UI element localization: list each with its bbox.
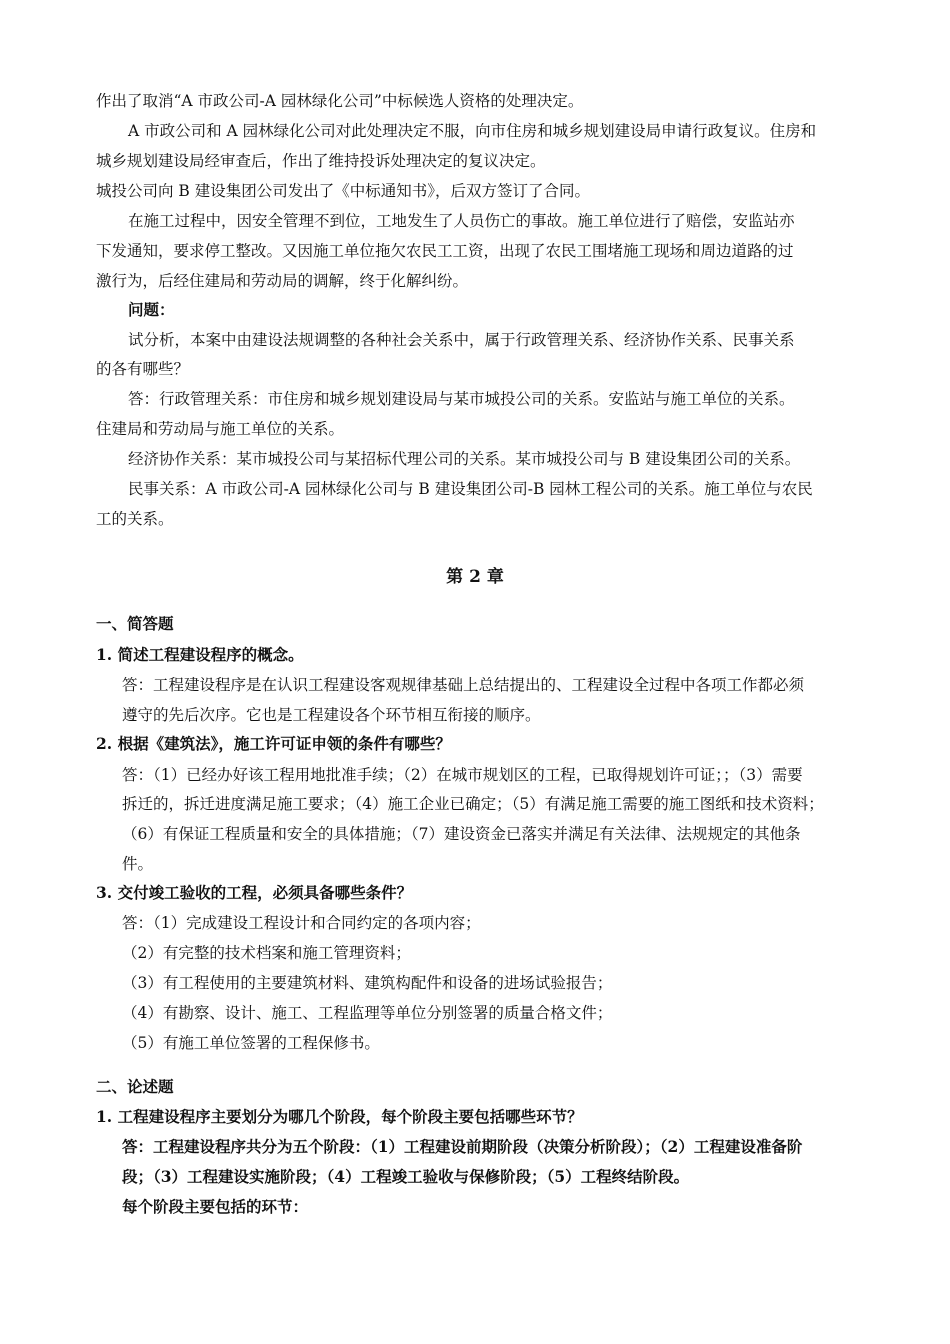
s2-q1-answer-line-1: 答：工程建设程序共分为五个阶段：（1）工程建设前期阶段（决策分析阶段）；（2）工程建设准备阶 bbox=[122, 1137, 803, 1156]
s1-q1-answer-line-1: 答：工程建设程序是在认识工程建设客观规律基础上总结提出的、工程建设全过程中各项工作都必须 bbox=[122, 676, 805, 694]
section-2-heading: 二、论述题 bbox=[96, 1077, 174, 1096]
s1-q2-answer-line-4: 件。 bbox=[122, 855, 154, 873]
s1-q2-title: 2. 根据《建筑法》，施工许可证申领的条件有哪些？ bbox=[96, 734, 451, 753]
s1-q3-answer-line-5: （5）有施工单位签署的工程保修书。 bbox=[122, 1034, 380, 1052]
s1-q1-title: 1. 简述工程建设程序的概念。 bbox=[96, 645, 304, 664]
question-line-2: 的各有哪些？ bbox=[96, 360, 190, 378]
s1-q3-answer-line-4: （4）有勘察、设计、施工、工程监理等单位分别签署的质量合格文件； bbox=[122, 1004, 613, 1022]
case-paragraph-4-line-3: 激行为，后经住建局和劳动局的调解，终于化解纠纷。 bbox=[96, 272, 469, 290]
s1-q3-answer-line-2: （2）有完整的技术档案和施工管理资料； bbox=[122, 944, 411, 962]
question-label: 问题： bbox=[128, 300, 175, 319]
answer-admin-line-1: 答：行政管理关系：市住房和城乡规划建设局与某市城投公司的关系。安监站与施工单位的关系。 bbox=[128, 390, 795, 408]
case-paragraph-3: 城投公司向 B 建设集团公司发出了《中标通知书》，后双方签订了合同。 bbox=[96, 182, 590, 200]
s1-q2-answer-line-1: 答：（1）已经办好该工程用地批准手续；（2）在城市规划区的工程，已取得规划许可证；；（3）需要 bbox=[122, 766, 803, 784]
answer-admin-line-2: 住建局和劳动局与施工单位的关系。 bbox=[96, 420, 345, 438]
case-paragraph-2-line-2: 城乡规划建设局经审查后，作出了维持投诉处理决定的复议决定。 bbox=[96, 152, 546, 170]
answer-civil-line-1: 民事关系：A 市政公司-A 园林绿化公司与 B 建设集团公司-B 园林工程公司的关系。施工单位与农民 bbox=[128, 480, 813, 498]
s1-q2-answer-line-3: （6）有保证工程质量和安全的具体措施；（7）建设资金已落实并满足有关法律、法规规定的其他条 bbox=[122, 825, 801, 843]
s2-q1-title: 1. 工程建设程序主要划分为哪几个阶段，每个阶段主要包括哪些环节？ bbox=[96, 1107, 583, 1126]
s2-q1-answer-line-2: 段；（3）工程建设实施阶段；（4）工程竣工验收与保修阶段；（5）工程终结阶段。 bbox=[122, 1167, 690, 1186]
s1-q3-answer-line-1: 答：（1）完成建设工程设计和合同约定的各项内容； bbox=[122, 914, 481, 932]
case-paragraph-2-line-1: A 市政公司和 A 园林绿化公司对此处理决定不服，向市住房和城乡规划建设局申请行政复议。住房和 bbox=[128, 122, 817, 140]
case-paragraph-4-line-1: 在施工过程中，因安全管理不到位，工地发生了人员伤亡的事故。施工单位进行了赔偿，安监站亦 bbox=[128, 212, 795, 230]
section-1-heading: 一、简答题 bbox=[96, 614, 174, 633]
chapter-title: 第 2 章 bbox=[446, 567, 504, 587]
s1-q3-title: 3. 交付竣工验收的工程，必须具备哪些条件？ bbox=[96, 883, 413, 902]
s1-q3-answer-line-3: （3）有工程使用的主要建筑材料、建筑构配件和设备的进场试验报告； bbox=[122, 974, 613, 992]
question-line-1: 试分析，本案中由建设法规调整的各种社会关系中，属于行政管理关系、经济协作关系、民事关系 bbox=[128, 331, 795, 349]
answer-economic: 经济协作关系：某市城投公司与某招标代理公司的关系。某市城投公司与 B 建设集团公司的关系。 bbox=[128, 450, 801, 468]
s1-q2-answer-line-2: 拆迁的，拆迁进度满足施工要求；（4）施工企业已确定；（5）有满足施工需要的施工图纸和技术资料； bbox=[122, 795, 824, 813]
case-paragraph-1: 作出了取消“A 市政公司-A 园林绿化公司”中标候选人资格的处理决定。 bbox=[96, 92, 584, 110]
case-paragraph-4-line-2: 下发通知，要求停工整改。又因施工单位拖欠农民工工资，出现了农民工围堵施工现场和周边道路的过 bbox=[96, 242, 794, 260]
answer-civil-line-2: 工的关系。 bbox=[96, 510, 174, 528]
s2-q1-answer-line-3: 每个阶段主要包括的环节： bbox=[122, 1197, 309, 1216]
s1-q1-answer-line-2: 遵守的先后次序。它也是工程建设各个环节相互衔接的顺序。 bbox=[122, 706, 541, 724]
